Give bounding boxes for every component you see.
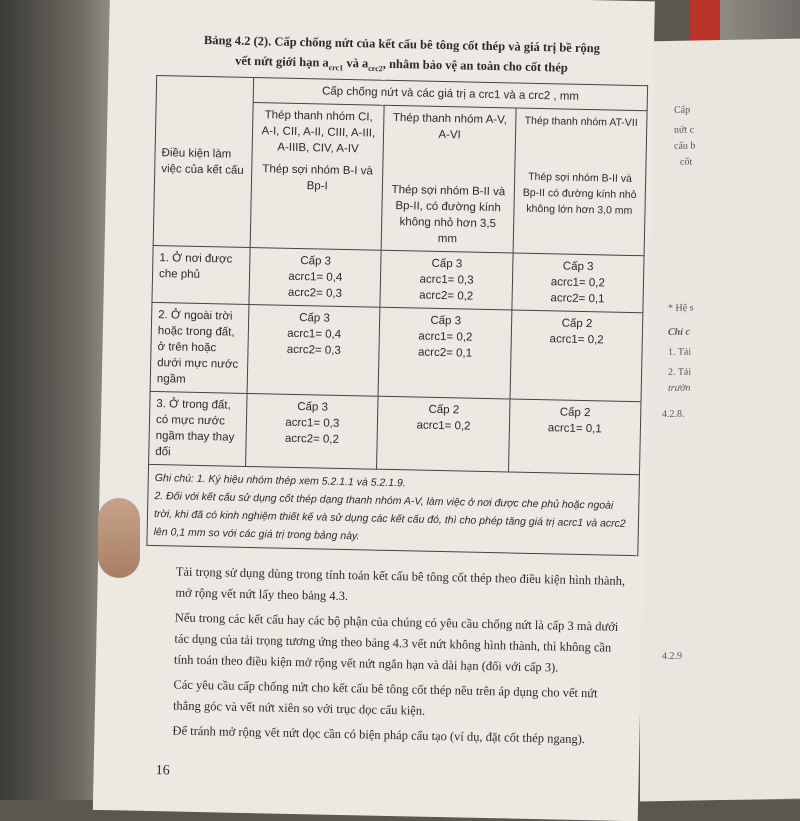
paragraph: Các yêu cầu cấp chống nứt cho kết cấu bê tông cốt thép nêu trên áp dụng cho vết nứt thẳng góc và vết nứt xiên so với trục dọc cấu kiện. [172,677,598,718]
body-text [172,562,631,755]
paragraph: Nếu trong các kết cấu hay các bộ phận của chúng có yêu cầu chống nứt là cấp 3 mà dưới tác dụng của tải trọng tương ứng theo bảng 4.3 vết nứt không hình thành, thì không cần tính toán theo điều kiện mở rộng vết nứt ngắn hạn và dài hạn (đối với cấp 3). [173,610,619,675]
neighbor-fragment: cấu b [674,140,696,152]
cell: Cấp 3 acrc1= 0,4 acrc2= 0,3 [249,247,381,307]
header-col1: Thép thanh nhóm CI, A-I, CII, A-II, CIII, A-III, A-IIIB, CIV, A-IV Thép sợi nhóm B-I và Bp-I [250,103,384,251]
neighbor-fragment: Chỉ c [668,326,690,338]
row-condition: 2. Ở ngoài trời hoặc trong đất, ở trên hoặc dưới mực nước ngầm [150,302,249,393]
cell: Cấp 3 acrc1= 0,3 acrc2= 0,2 [380,250,512,310]
row-condition: 3. Ở trong đất, có mực nước ngầm thay thay đổi [149,391,248,466]
neighbor-fragment: 2. Tải [668,366,692,378]
book-page [93,0,655,821]
cell: Cấp 3 acrc1= 0,2 acrc2= 0,1 [512,253,644,313]
table-row [149,391,641,474]
cell: Cấp 2 acrc1= 0,1 [508,399,641,475]
neighbor-fragment: 1. Tải [668,346,692,358]
caption-line-2: vết nứt giới hạn $a_{crc1}$ và $a_{crc2}$, nhằm bảo vệ an toàn cho cốt thép [235,53,568,75]
neighbor-fragment: cốt [680,156,693,168]
background-left [0,0,110,800]
page-number: 16 [155,763,170,779]
header-col2: Thép thanh nhóm A-V, A-VI Thép sợi nhóm B-II và Bp-II, có đường kính không nhỏ hơn 3,5 mm [382,105,516,253]
crack-resistance-table [146,75,648,556]
cell: Cấp 3 acrc1= 0,3 acrc2= 0,2 [246,393,379,469]
neighbor-fragment: * Hệ s [668,302,694,314]
neighbor-fragment: 4.2.9 [662,650,682,663]
paragraph: Tải trọng sử dụng dùng trong tính toán kết cấu bê tông cốt thép theo điều kiện hình thành, mở rộng vết nứt lấy theo bảng 4.3. [175,564,626,604]
note-1: Ghi chú: 1. Ký hiệu nhóm thép xem 5.2.1.1 và 5.2.1.9. [154,472,406,490]
neighbor-fragment: Cấp [674,104,691,116]
thumb [98,498,140,578]
row-condition: 1. Ở nơi được che phủ [152,245,250,304]
cell: Cấp 2 acrc1= 0,2 [377,396,510,472]
neighbor-fragment: 4.2.8. [662,408,685,421]
header-condition: Điều kiện làm việc của kết cấu [153,75,254,247]
cell: Cấp 2 acrc1= 0,2 [510,310,643,402]
paragraph: Để tránh mở rộng vết nứt dọc cần có biện pháp cấu tạo (ví dụ, đặt cốt thép ngang). [172,723,586,747]
neighbor-fragment: trườn [668,382,691,394]
header-col3: Thép thanh nhóm AT-VII Thép sợi nhóm B-II và Bp-II có đường kính nhỏ không lớn hơn 3,0 mm [513,108,647,256]
table-row [150,302,643,401]
note-2: 2. Đối với kết cấu sử dụng cốt thép dạng thanh nhóm A-V, làm việc ở nơi được che phủ hoặc ngoài trời, khi đã có kinh nghiệm thiết kế và sử dụng các kết cấu đó, thì cho phép tăng giá trị acrc1 và acrc2 lên 0,1 mm so với các giá trị trong bảng này. [153,490,626,543]
cell: Cấp 3 acrc1= 0,4 acrc2= 0,3 [247,304,380,396]
table-note [147,464,640,555]
table-row [152,245,644,312]
header-group: Cấp chống nứt và các giá trị a crc1 và a crc2 , mm [253,78,647,111]
caption-line-1: Bảng 4.2 (2). Cấp chống nứt của kết cấu bê tông cốt thép và giá trị bề rộng [203,32,601,56]
neighbor-fragment: nứt c [674,124,695,136]
neighbor-page [640,39,800,802]
cell: Cấp 3 acrc1= 0,2 acrc2= 0,1 [379,307,512,399]
